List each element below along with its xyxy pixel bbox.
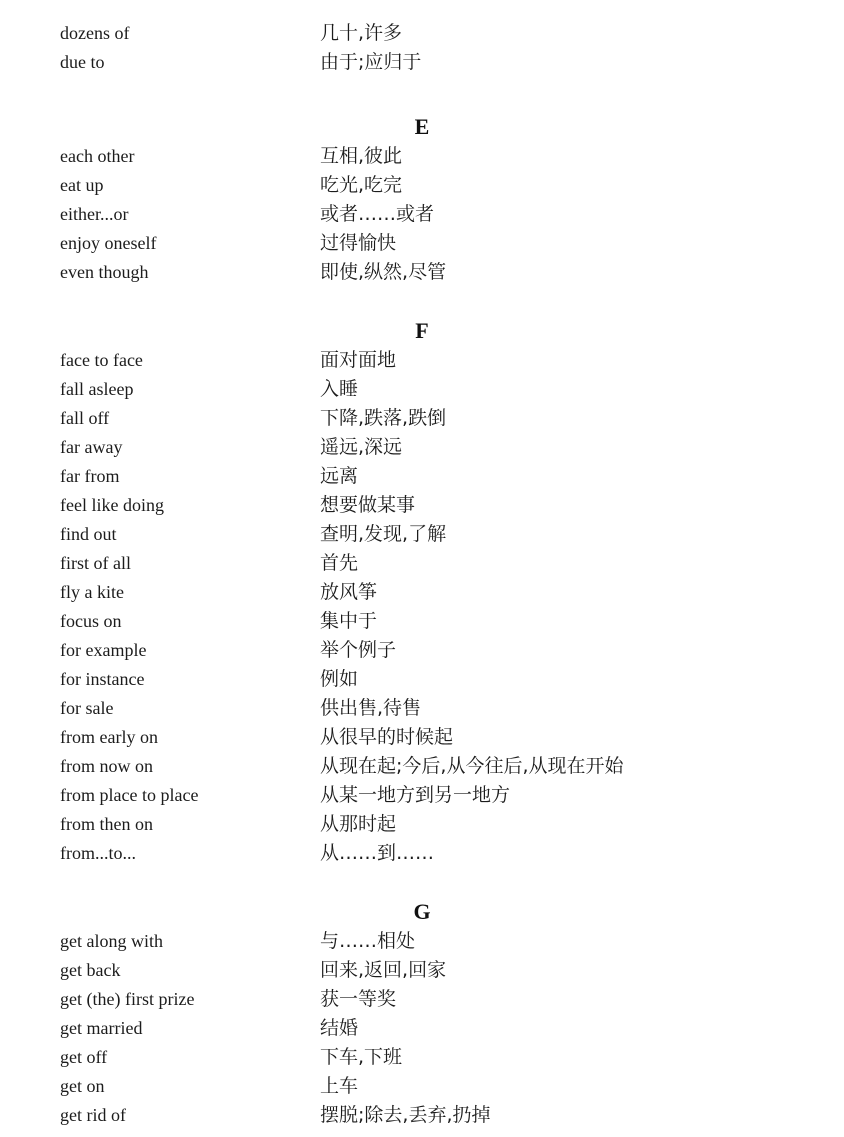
phrase-chinese: 由于;应归于 <box>320 51 422 73</box>
glossary-row <box>0 607 844 636</box>
phrase-english: from now on <box>60 756 153 776</box>
phrase-english: get (the) first prize <box>60 989 195 1009</box>
phrase-chinese: 供出售,待售 <box>320 697 422 719</box>
phrase-english: fall asleep <box>60 379 134 399</box>
glossary-row <box>0 1072 844 1101</box>
glossary-row <box>0 375 844 404</box>
glossary-row <box>0 48 844 77</box>
phrase-chinese: 下降,跌落,跌倒 <box>320 407 447 429</box>
phrase-english: far from <box>60 466 120 486</box>
glossary-row <box>0 723 844 752</box>
glossary-row <box>0 752 844 781</box>
glossary-row <box>0 810 844 839</box>
glossary-row <box>0 1043 844 1072</box>
phrase-english: eat up <box>60 175 104 195</box>
glossary-row <box>0 839 844 868</box>
phrase-chinese: 想要做某事 <box>320 494 416 516</box>
section-letter-e: E <box>414 114 430 139</box>
glossary-row <box>0 694 844 723</box>
glossary-row <box>0 781 844 810</box>
section-letter-g: G <box>413 899 431 924</box>
phrase-chinese: 互相,彼此 <box>320 145 403 167</box>
phrase-chinese: 入睡 <box>320 378 359 400</box>
glossary-row <box>0 985 844 1014</box>
phrase-english: far away <box>60 437 123 457</box>
glossary-row <box>0 229 844 258</box>
phrase-chinese: 几十,许多 <box>320 22 403 44</box>
phrase-chinese: 集中于 <box>320 610 378 632</box>
glossary-row <box>0 520 844 549</box>
phrase-chinese: 遥远,深远 <box>320 436 403 458</box>
phrase-chinese: 查明,发现,了解 <box>320 523 447 545</box>
phrase-chinese: 即使,纵然,尽管 <box>320 261 447 283</box>
glossary-row <box>0 258 844 287</box>
phrase-english: focus on <box>60 611 122 631</box>
phrase-chinese: 下车,下班 <box>320 1046 403 1068</box>
glossary-row <box>0 200 844 229</box>
glossary-row <box>0 171 844 200</box>
phrase-chinese: 从那时起 <box>320 813 397 835</box>
glossary-row <box>0 636 844 665</box>
phrase-english: find out <box>60 524 117 544</box>
phrase-english: enjoy oneself <box>60 233 157 253</box>
phrase-chinese: 结婚 <box>320 1017 359 1039</box>
phrase-chinese: 远离 <box>320 465 359 487</box>
phrase-chinese: 例如 <box>320 668 359 690</box>
phrase-english: from place to place <box>60 785 199 805</box>
phrase-chinese: 从……到…… <box>320 842 435 864</box>
phrase-chinese: 放风筝 <box>320 581 378 603</box>
phrase-english: even though <box>60 262 149 282</box>
phrase-english: fall off <box>60 408 110 428</box>
phrase-english: get rid of <box>60 1105 126 1125</box>
phrase-english: each other <box>60 146 135 166</box>
phrase-chinese: 过得愉快 <box>320 232 397 254</box>
phrase-chinese: 从很早的时候起 <box>320 726 454 748</box>
phrase-english: get back <box>60 960 121 980</box>
glossary-row <box>0 1101 844 1130</box>
phrase-chinese: 吃光,吃完 <box>320 174 403 196</box>
phrase-english: from early on <box>60 727 158 747</box>
glossary-row <box>0 927 844 956</box>
phrase-chinese: 与……相处 <box>320 930 416 952</box>
phrase-english: from...to... <box>60 843 136 863</box>
phrase-chinese: 回来,返回,回家 <box>320 959 447 981</box>
phrase-english: feel like doing <box>60 495 164 515</box>
phrase-english: dozens of <box>60 23 130 43</box>
glossary-row <box>0 346 844 375</box>
glossary-row <box>0 956 844 985</box>
phrase-english: get married <box>60 1018 143 1038</box>
phrase-chinese: 上车 <box>320 1075 359 1097</box>
phrase-english: face to face <box>60 350 143 370</box>
section-letter-f: F <box>415 318 429 343</box>
glossary-row <box>0 462 844 491</box>
glossary-row <box>0 19 844 48</box>
glossary-row <box>0 404 844 433</box>
glossary-row <box>0 142 844 171</box>
phrase-english: either...or <box>60 204 129 224</box>
phrase-english: get on <box>60 1076 105 1096</box>
glossary-row <box>0 433 844 462</box>
phrase-english: get along with <box>60 931 163 951</box>
glossary-row <box>0 578 844 607</box>
phrase-chinese: 从现在起;今后,从今往后,从现在开始 <box>320 755 624 777</box>
phrase-english: for instance <box>60 669 145 689</box>
phrase-chinese: 从某一地方到另一地方 <box>320 784 511 806</box>
phrase-chinese: 获一等奖 <box>320 988 397 1010</box>
phrase-chinese: 首先 <box>320 552 359 574</box>
phrase-english: for sale <box>60 698 114 718</box>
glossary-row <box>0 549 844 578</box>
glossary-row <box>0 491 844 520</box>
phrase-english: from then on <box>60 814 153 834</box>
phrase-english: for example <box>60 640 147 660</box>
phrase-chinese: 面对面地 <box>320 349 397 371</box>
phrase-chinese: 或者……或者 <box>320 203 435 225</box>
phrase-english: fly a kite <box>60 582 124 602</box>
phrase-chinese: 摆脱;除去,丢弃,扔掉 <box>320 1104 491 1126</box>
glossary-row <box>0 665 844 694</box>
phrase-chinese: 举个例子 <box>320 639 397 661</box>
phrase-english: get off <box>60 1047 108 1067</box>
phrase-english: due to <box>60 52 105 72</box>
glossary-row <box>0 1014 844 1043</box>
phrase-english: first of all <box>60 553 131 573</box>
